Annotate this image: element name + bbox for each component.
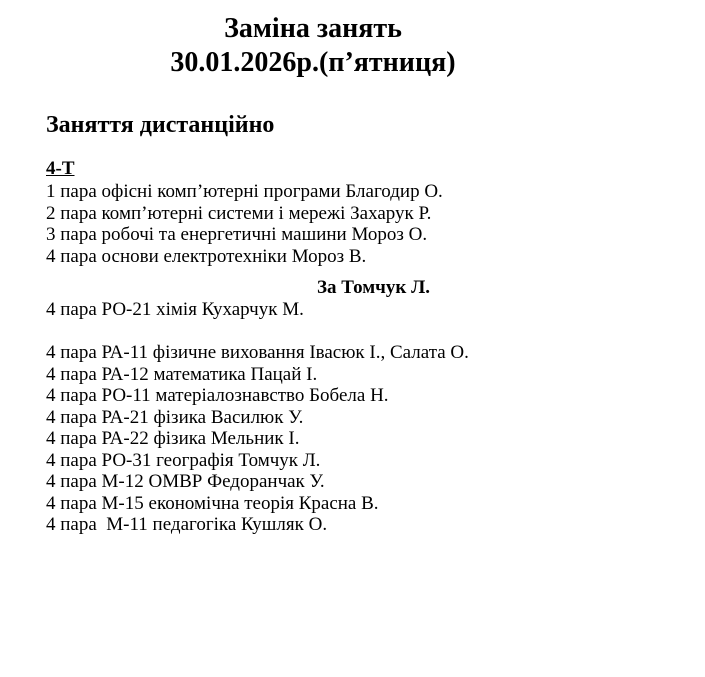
schedule-line: 4 пара РО-21 хімія Кухарчук М. bbox=[46, 299, 304, 320]
group-heading: 4-Т bbox=[46, 158, 75, 179]
group-schedule-list bbox=[46, 181, 443, 267]
schedule-line: 4 пара РА-11 фізичне виховання Івасюк І., Салата О. bbox=[46, 342, 469, 363]
document-title bbox=[0, 12, 626, 80]
schedule-line: 4 пара М-11 педагогіка Кушляк О. bbox=[46, 514, 328, 535]
schedule-line: 4 пара М-12 ОМВР Федоранчак У. bbox=[46, 471, 325, 492]
schedule-line: 1 пара офісні комп’ютерні програми Благодир О. bbox=[46, 181, 443, 202]
schedule-line: 4 пара РА-21 фізика Василюк У. bbox=[46, 406, 304, 428]
schedule-line: 4 пара РА-12 математика Пацай І. bbox=[46, 363, 318, 385]
schedule-line: 4 пара основи електротехніки Мороз В. bbox=[46, 245, 367, 267]
substitute-heading: За Томчук Л. bbox=[317, 277, 430, 298]
schedule-line: 4 пара РА-22 фізика Мельник І. bbox=[46, 428, 300, 449]
schedule-line: 3 пара робочі та енергетичні машини Мороз О. bbox=[46, 224, 428, 245]
title-line-1: Заміна занять bbox=[224, 13, 402, 44]
mode-heading: Заняття дистанційно bbox=[46, 112, 275, 138]
schedule-line: 2 пара комп’ютерні системи і мережі Захарук Р. bbox=[46, 202, 432, 224]
title-line-2: 30.01.2026р.(п’ятниця) bbox=[170, 47, 456, 78]
fourth-pair-schedule-list bbox=[46, 342, 469, 536]
schedule-line: 4 пара РО-31 географія Томчук Л. bbox=[46, 449, 321, 471]
schedule-line: 4 пара РО-11 матеріалознавство Бобела Н. bbox=[46, 385, 389, 406]
schedule-line: 4 пара М-15 економічна теорія Красна В. bbox=[46, 492, 379, 514]
